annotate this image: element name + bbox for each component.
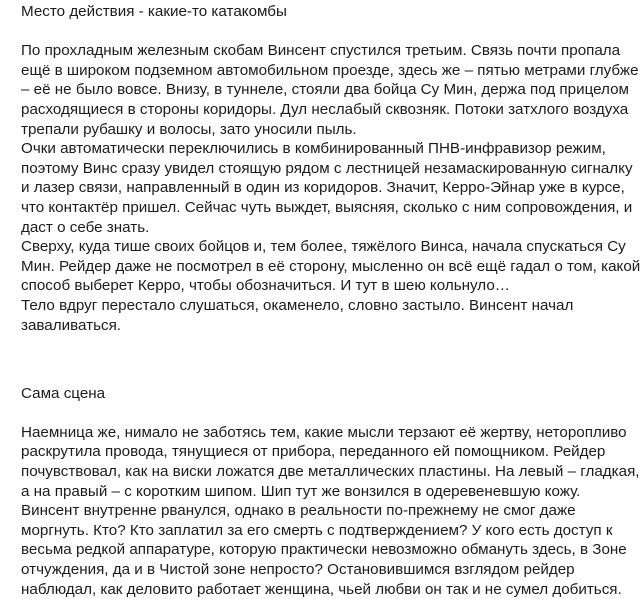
text-line: По прохладным железным скобам Винсент спустился третьим. Связь почти пропала: [21, 42, 621, 60]
blank-line: [21, 355, 641, 384]
text-line: раскрутила провода, тянущиеся от прибора, переданного ей помощником. Рейдер: [21, 443, 606, 461]
text-line: поэтому Винс сразу увидел стоящую рядом с лестницей незамаскированную сигналку: [21, 159, 633, 177]
document-body: [21, 0, 641, 599]
text-line: ещё в широком подземном автомобильном проезде, здесь же – пятью метрами глубже: [21, 61, 639, 79]
text-line: Наемница же, нимало не заботясь тем, какие мысли терзают её жертву, неторопливо: [21, 423, 627, 441]
text-line: а на правый – с коротким шипом. Шип тут же вонзился в одеревеневшую кожу.: [21, 482, 581, 500]
text-line: трепали рубашку и волосы, зато уносили пыль.: [21, 120, 357, 138]
text-line: Очки автоматически переключились в комбинированный ПНВ-инфравизор режим,: [21, 140, 606, 158]
text-line: Сверху, куда тише своих бойцов и, тем более, тяжёлого Винса, начала спускаться Су: [21, 238, 626, 256]
blank-line: [21, 335, 641, 355]
text-line: почувствовал, как на виски ложатся две металлических пластины. На левый – гладкая,: [21, 463, 640, 481]
text-line: что контактёр пришел. Сейчас чуть выждет, выясняя, сколько с ним сопровождения, и: [21, 198, 633, 216]
section-heading-location: Место действия - какие-то катакомбы: [21, 3, 287, 20]
text-line: Винсент внутренне рванулся, однако в реальности по-прежнему не смог даже: [21, 502, 576, 520]
text-line: способ выберет Керро, чтобы обозначиться. И тут в шею кольнуло…: [21, 277, 510, 295]
text-line: моргнуть. Кто? Кто заплатил за его смерть с подтверждением? У кого есть доступ к: [21, 521, 613, 539]
paragraph-section-1: [21, 41, 641, 335]
paragraph-section-2: [21, 423, 641, 599]
section-heading-scene: Сама сцена: [21, 384, 106, 402]
text-line: и лазер связи, направленный в один из коридоров. Значит, Керро-Эйнар уже в курсе,: [21, 179, 625, 197]
text-line: наблюдал, как деловито работает женщина, чьей любви он так и не сумел добиться.: [21, 580, 622, 598]
text-line: даст о себе знать.: [21, 218, 150, 236]
blank-line: [21, 22, 641, 42]
text-line: весьма редкой аппаратуре, которую практически невозможно обмануть здесь, в Зоне: [21, 541, 627, 559]
text-line: отчуждения, да и в Чистой зоне непросто? Остановившимся взглядом рейдер: [21, 561, 575, 579]
text-line: Тело вдруг перестало слушаться, окаменело, словно застыло. Винсент начал: [21, 296, 574, 314]
text-line: – её не было вовсе. Внизу, в туннеле, стояли два бойца Су Мин, держа под прицелом: [21, 81, 629, 99]
text-line: Мин. Рейдер даже не посмотрел в её сторону, мысленно он всё ещё гадал о том, какой: [21, 257, 641, 275]
text-line: расходящиеся в стороны коридоры. Дул неслабый сквозняк. Потоки затхлого воздуха: [21, 100, 629, 118]
blank-line: [21, 403, 641, 423]
text-line: заваливаться.: [21, 316, 122, 334]
